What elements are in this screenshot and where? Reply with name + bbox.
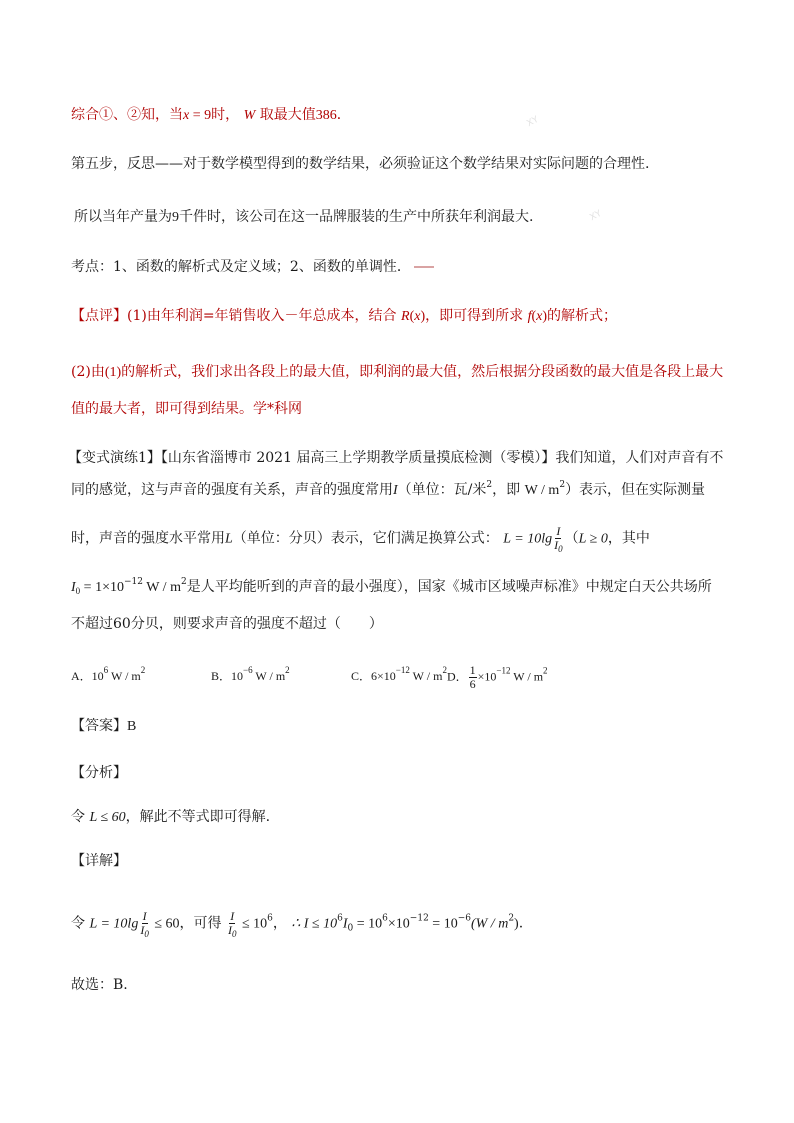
superscript: −12: [123, 577, 143, 587]
option-base: 6×10: [371, 669, 396, 684]
superscript: 6: [382, 913, 388, 924]
unit: W / m: [252, 669, 286, 684]
superscript: 6: [267, 913, 273, 924]
inequality: ≤ 60: [150, 916, 180, 932]
mark-dash-icon: [414, 266, 434, 268]
math-w: W: [243, 108, 256, 123]
watermark: XY: [525, 114, 541, 130]
math-eq: = 10: [353, 916, 383, 932]
text: （单位：分贝）表示，它们满足换算公式：: [232, 530, 499, 547]
superscript: 2: [180, 577, 187, 587]
inequality: ≤ 10: [238, 916, 268, 932]
unit: W / m: [409, 669, 443, 684]
variant-line-3: [71, 525, 734, 552]
text: ）表示，但在实际测量: [565, 482, 706, 498]
math-f: f: [527, 309, 532, 324]
text: 时，: [211, 107, 240, 123]
superscript: −12: [395, 665, 410, 676]
comment-tag: 【点评】: [71, 308, 127, 324]
fraction: [553, 525, 564, 552]
text: ，解此不等式即可得解.: [125, 809, 271, 825]
text: ，可得: [179, 915, 222, 932]
math-times: ×10: [387, 916, 410, 932]
analysis-line: [71, 807, 734, 828]
variant-line-1: 【变式演练1】【山东省淄博市 2021 届高三上学期教学质量摸底检测（零模）】我们知道，人们对声音有不: [68, 450, 724, 466]
analysis-tag: 【分析】: [71, 765, 127, 781]
option-label: B．: [211, 669, 232, 684]
text: 的解析式，我们求出各段上的最大值，即利润的最大值，然后根据分段函数的最大值是各段上最大: [121, 364, 724, 380]
superscript: 2: [486, 480, 493, 490]
text: (1)由年利润=年销售收入－年总成本，结合: [127, 308, 397, 324]
answer-tag: 【答案】: [71, 718, 127, 734]
unit: W / m: [108, 669, 141, 684]
option-base: 10: [91, 669, 104, 684]
detail-tag: 【详解】: [71, 853, 127, 869]
comment-line-1: 【点评】(1)由年利润=年销售收入－年总成本，结合 R(x)，即可得到所求 f(x)的解析式；: [71, 308, 618, 324]
superscript: 6: [103, 665, 109, 676]
text: .: [518, 915, 524, 932]
option-label: D．: [446, 669, 468, 684]
detail-line: [71, 910, 734, 937]
subscript: 0: [75, 586, 81, 596]
option-label: A．: [71, 669, 92, 684]
text: ，即可得到所求: [425, 308, 524, 324]
inequality: L ≤ 60: [89, 810, 126, 825]
text: 令: [71, 915, 85, 932]
superscript: 6: [337, 913, 343, 924]
fraction: [227, 910, 238, 937]
comment-line-3: 值的最大者，即可得到结果。学*科网: [71, 401, 302, 417]
option-b[interactable]: [211, 666, 351, 686]
text: 取最大值: [259, 107, 316, 123]
text: （: [564, 530, 579, 547]
denominator: I: [227, 923, 232, 937]
superscript: 2: [543, 665, 548, 676]
math-l: L: [225, 531, 233, 547]
conclusion-line: [71, 105, 734, 126]
fraction: [139, 910, 150, 937]
superscript: −6: [457, 913, 471, 924]
subscript: 0: [144, 929, 149, 939]
variant-line-2: [71, 480, 734, 501]
math-eq: = 1×10: [80, 580, 124, 595]
result-line: [74, 207, 734, 228]
paren: ): [514, 916, 519, 932]
option-base: 10: [231, 669, 244, 684]
denominator: I: [140, 923, 145, 937]
text: 千件时，该公司在这一品牌服装的生产中所获年利润最大.: [179, 209, 534, 225]
superscript: 2: [140, 665, 146, 676]
superscript: 2: [285, 665, 290, 676]
answer-value: B: [127, 719, 137, 734]
text: （单位：瓦/米: [397, 482, 487, 498]
math-eq: =: [189, 108, 205, 123]
max-value: 386: [315, 108, 337, 123]
math-i: I: [393, 483, 398, 498]
watermark: XY: [588, 208, 604, 224]
subscript: 0: [558, 544, 563, 554]
superscript: 2: [508, 913, 515, 924]
knowledge-points: [71, 257, 734, 277]
superscript: 2: [442, 665, 447, 676]
math-x: x: [183, 108, 190, 123]
therefore-expr: ∴ I ≤ 10: [291, 916, 338, 932]
variant-line-5: 不超过60分贝，则要求声音的强度不超过（ ）: [71, 616, 383, 632]
variant-line-4: [71, 577, 734, 598]
denominator: I: [554, 538, 559, 552]
condition: L ≥ 0: [578, 531, 608, 547]
denominator: 6: [469, 677, 476, 691]
superscript: −6: [243, 665, 253, 676]
text: 考点：1、函数的解析式及定义域；2、函数的单调性．: [71, 259, 411, 275]
unit: (W / m: [470, 916, 509, 932]
math-x: x: [536, 309, 543, 324]
option-base: ×10: [477, 669, 497, 684]
text: 是人平均能听到的声音的最小强度），国家《城市区域噪声标准》中规定白天公共场所: [186, 579, 712, 595]
comment-line-2: [71, 362, 734, 383]
math-x: x: [414, 309, 421, 324]
text: 的解析式；: [547, 308, 618, 324]
numerator: I: [230, 909, 235, 923]
math-r: R: [401, 309, 410, 324]
formula: L = 10lg: [89, 916, 139, 932]
unit: W / m: [142, 580, 181, 595]
unit: W / m: [510, 669, 544, 684]
text: 同的感觉，这与声音的强度有关系，声音的强度常用: [71, 482, 393, 498]
superscript: −12: [409, 913, 429, 924]
math-eq: = 10: [428, 916, 458, 932]
text: 时，声音的强度水平常用: [71, 530, 225, 547]
unit: W / m: [524, 483, 560, 498]
option-d[interactable]: [447, 664, 548, 691]
option-c[interactable]: [351, 666, 447, 686]
number: 9: [172, 210, 179, 225]
option-label: C．: [351, 669, 372, 684]
answer-line: [71, 716, 734, 737]
math-i0: I: [71, 580, 76, 595]
options-row: [71, 664, 734, 691]
text: ．: [336, 107, 351, 123]
superscript: −12: [496, 665, 511, 676]
text: ，其中: [607, 530, 650, 547]
option-a[interactable]: [71, 666, 211, 686]
numerator: I: [142, 909, 147, 923]
subscript: 0: [347, 923, 354, 934]
numerator: 1: [469, 663, 476, 677]
superscript: 2: [559, 480, 566, 490]
numerator: I: [556, 524, 561, 538]
reflection-line: 第五步，反思——对于数学模型得到的数学结果，必须验证这个数学结果对实际问题的合理性.: [71, 156, 650, 172]
text: 令: [71, 809, 85, 825]
text: ，即: [492, 482, 521, 498]
text: 所以当年产量为: [74, 209, 172, 225]
text: 综合①、②知，当: [71, 107, 183, 123]
fraction: [469, 664, 477, 691]
math-i0: I: [342, 916, 348, 932]
subscript: 0: [231, 929, 237, 939]
text: ，: [272, 915, 287, 932]
math-ref: (1): [104, 365, 122, 380]
math-value: 9: [204, 108, 212, 123]
formula: L = 10lg: [503, 531, 553, 547]
text: (2)由: [71, 364, 105, 380]
choose-line: 故选：B.: [71, 977, 128, 993]
